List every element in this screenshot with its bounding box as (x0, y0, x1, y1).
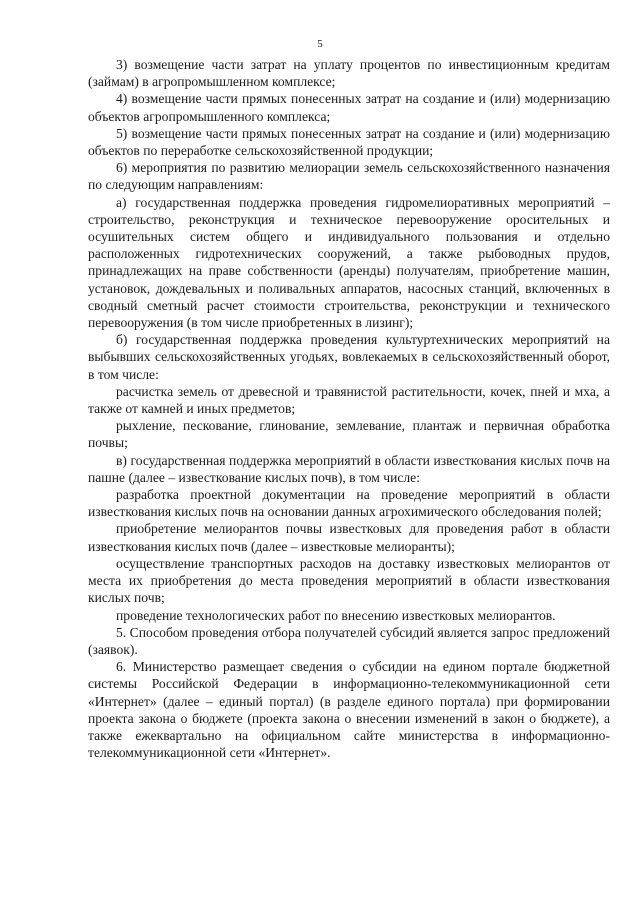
paragraph-design-docs: разработка проектной документации на проведение мероприятий в области известкования кислых почв на основании данных агрохимического обследования полей; (88, 487, 610, 520)
paragraph-technological-works: проведение технологических работ по внесению известковых мелиорантов. (116, 607, 556, 623)
paragraph-subitem-a: а) государственная поддержка проведения гидромелиоративных мероприятий – строительство, реконструкция и техническое перевооружение оросительных и осушительных систем общего и индивидуального пользования и отдельно расположенных гидротехнических сооружений, а также рыбоводных прудов, принадлежащих на праве собственности (аренды) получателям, приобретение машин, установок, дождевальных и поливальных аппаратов, насосных станций, включенных в сводный сметный расчет стоимости строительства, реконструкции и технического перевооружения (в том числе приобретенных в лизинг); (88, 194, 610, 331)
paragraph-item-3: 3) возмещение части затрат на уплату процентов по инвестиционным кредитам (займам) в агропромышленном комплексе; (88, 57, 610, 90)
paragraph-ameliorants-purchase: приобретение мелиорантов почвы известковых для проведения работ в области известкования кислых почв (далее – известковые мелиоранты); (88, 521, 610, 554)
paragraph-transport: осуществление транспортных расходов на доставку известковых мелиорантов от места их приобретения до места проведения мероприятий в области известкования кислых почв; (88, 555, 610, 606)
paragraph-subitem-b: б) государственная поддержка проведения культуртехнических мероприятий на выбывших сельскохозяйственных угодьях, вовлекаемых в сельскохозяйственный оборот, в том числе: (88, 332, 610, 382)
paragraph-loosening: рыхление, пескование, глинование, землевание, плантаж и первичная обработка почвы; (88, 418, 610, 451)
paragraph-item-4: 4) возмещение части прямых понесенных затрат на создание и (или) модернизацию объектов агропромышленного комплекса; (88, 91, 610, 124)
paragraph-item-6: 6) мероприятия по развитию мелиорации земель сельскохозяйственного назначения по следующим направлениям: (88, 160, 610, 193)
paragraph-clearing: расчистка земель от древесной и травянистой растительности, кочек, пней и мха, а также от камней и иных предметов; (88, 383, 610, 417)
paragraph-item-5: 5) возмещение части прямых понесенных затрат на создание и (или) модернизацию объектов по переработке сельскохозяйственной продукции; (88, 125, 610, 159)
paragraph-section-5: 5. Способом проведения отбора получателей субсидий является запрос предложений (заявок). (88, 624, 610, 657)
document-body (88, 56, 610, 761)
paragraph-section-6: 6. Министерство размещает сведения о субсидии на едином портале бюджетной системы Российской Федерации в информационно-телекоммуникационной сети «Интернет» (далее – единый портал) (в разделе единого портала) при формировании проекта закона о бюджете (проекта закона о внесении изменений в закон о бюджете), а также ежеквартально на официальном сайте министерства в информационно-телекоммуникационной сети «Интернет». (88, 659, 610, 761)
paragraph-subitem-v: в) государственная поддержка мероприятий в области известкования кислых почв на пашне (далее – известкование кислых почв), в том числе: (88, 452, 610, 485)
page-number: 5 (317, 38, 323, 50)
